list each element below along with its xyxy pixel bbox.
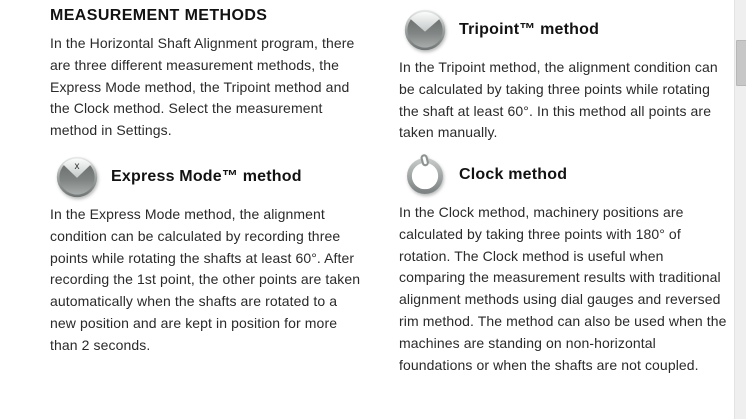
section-header-express — [56, 156, 302, 198]
section-heading-express: Express Mode™ method — [111, 168, 302, 185]
section-body-express: In the Express Mode method, the alignment condition can be calculated by recording three points while rotating the shafts at least 60°. After recording the 1st point, the other points are taken automatically when the shafts are rotated to a new position and are kept in position for more than 2 seconds. — [50, 206, 361, 353]
express-x-glyph: x — [74, 161, 80, 173]
section-heading-tripoint: Tripoint™ method — [459, 21, 600, 38]
section-heading-clock: Clock method — [459, 166, 568, 183]
tripoint-icon — [404, 9, 446, 51]
page-title: MEASUREMENT METHODS — [50, 7, 268, 24]
clock-icon — [404, 154, 446, 196]
express-mode-icon — [56, 156, 98, 198]
section-header-clock — [404, 154, 567, 196]
scrollbar[interactable] — [734, 0, 746, 419]
intro-paragraph: In the Horizontal Shaft Alignment program, there are three different measurement methods, the Express Mode method, the Tripoint method and the Clock method. Select the measurement method in Settings. — [50, 35, 355, 139]
scrollbar-thumb[interactable] — [736, 40, 746, 86]
section-body-tripoint: In the Tripoint method, the alignment condition can be calculated by taking three points while rotating the shaft at least 60°. In this method all points are taken manually. — [399, 59, 718, 141]
section-body-clock: In the Clock method, machinery positions are calculated by taking three points with 180° of rotation. The Clock method is useful when comparing the measurement results with traditional alignment methods using dial gauges and reversed rim method. The method can also be used when the machines are standing on non-horizontal foundations or when the shafts are not coupled. — [399, 204, 727, 373]
section-header-tripoint — [404, 9, 599, 51]
